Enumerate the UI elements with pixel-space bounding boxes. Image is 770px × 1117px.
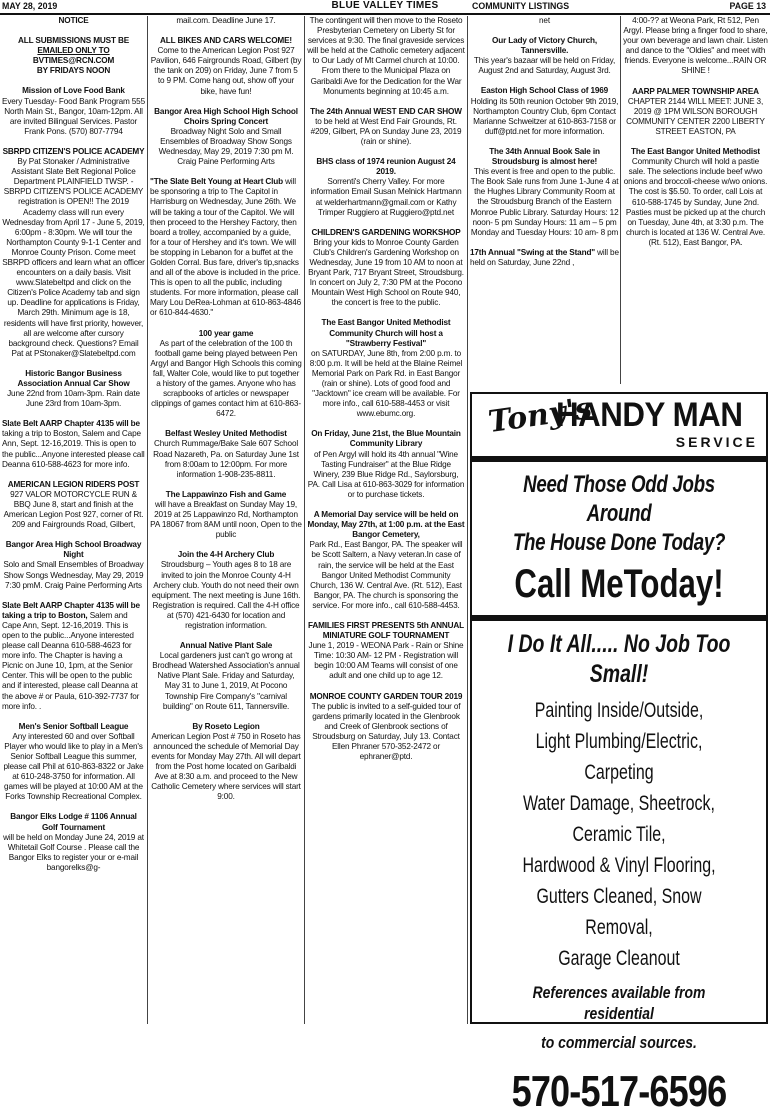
listing-item	[2, 601, 145, 712]
listing-body: The contingent will then move to the Roseto Presbyterian Cemetery on Liberty St for services at 9:30. The final graveside services will be held at the Catholic cemetery adjacent to Our Lady of Mt Carmel church at 10:00. From there to the Municipal Plaza on Garibaldi Ave for the Dedication for the War Monuments beginning at 10:45 a.m.	[307, 16, 465, 96]
listing-heading: Slate Belt AARP Chapter 4135 will be taking a trip to Boston,	[2, 600, 140, 620]
section-title: COMMUNITY LISTINGS	[472, 1, 570, 11]
listing-body: Holding its 50th reunion October 9th 2019, Northampton Country Club, 6pm Contact Marianne Schweitzer at 610-863-7158 or duff@ptd.net for more information.	[470, 96, 619, 136]
listings-column-2	[150, 16, 302, 1024]
listing-body: Community Church will hold a pastie sale. The selections include beef w/wo onions and broccoli-cheese w/wo onions. The cost is $5.50. To order, call Lois at 610-588-1745 by Sunday, June 2nd. Pasties must be picked up at the church on Tuesday, June 4th, at 3:30 p.m. The church is located at 136 W. Central Ave. (Rt. 512), East Bangor, PA.	[623, 157, 768, 247]
listing-item	[150, 722, 302, 803]
listing-body: will be held on Monday June 24, 2019 at Whitetail Golf Course . Please call the Bangor Elks to register your or e-mail bangorelks@g-	[3, 832, 144, 872]
listing-item	[2, 812, 145, 873]
listing-heading: Join the 4-H Archery Club	[177, 550, 275, 560]
listing-item	[2, 147, 145, 359]
ad-service-item: Gutters Cleaned, Snow Removal,	[536, 885, 702, 939]
listing-heading: AARP PALMER TOWNSHIP AREA	[632, 86, 759, 96]
ad-service-item: Painting Inside/Outside,	[534, 699, 704, 722]
ad-references-2: to commercial sources.	[541, 1033, 697, 1052]
ad-divider	[472, 456, 766, 462]
listing-item	[150, 16, 302, 26]
listing-body: American Legion Post # 750 in Roseto has announced the schedule of Memorial Day events for Monday May 27th. All will depart from the Post home located on Garibaldi Ave at 8:30 a.m. and proceed to the New Catholic Cemetery where services will start 9:00.	[151, 731, 301, 802]
listing-heading: Belfast Wesley United Methodist	[165, 429, 287, 439]
listing-item	[623, 87, 768, 137]
listing-heading: 100 year game	[198, 328, 254, 338]
listing-body: Broadway Night Solo and Small Ensembles of Broadway Show Songs Wednesday, May 29, 2019 7:30 pm M. Craig Paine Performing Arts	[158, 126, 294, 167]
ad-tagline-1: Need Those Odd Jobs Around	[523, 471, 715, 527]
listing-item	[470, 36, 619, 76]
ad-tagline-2: The House Done Today?	[512, 529, 726, 556]
listing-body: Any interested 60 and over Softball Player who would like to play in a Men's Senior Softball League this summer, please call Phil at 610-863-8322 or Jake at 610-248-3750 for information. All games will be played at 10:00 AM at the Forks Township Recreational Complex.	[3, 731, 144, 802]
listing-heading: Easton High School Class of 1969	[480, 86, 609, 96]
listing-heading: By Roseto Legion	[192, 721, 260, 731]
listing-heading: BVTIMES@RCN.COM	[32, 56, 115, 66]
listing-item	[2, 540, 145, 590]
listing-item	[2, 480, 145, 530]
listing-heading: BHS class of 1974 reunion August 24 2019.	[316, 157, 456, 177]
listing-item	[623, 16, 768, 77]
listing-item	[307, 157, 465, 218]
page-number: PAGE 13	[729, 1, 766, 11]
listing-heading: Slate Belt AARP Chapter 4135 will be	[2, 419, 140, 429]
listing-item	[470, 147, 619, 238]
listing-body: Church Rummage/Bake Sale 607 School Road Nazareth, Pa. on Saturday June 1st from 8:00am to 12:00pm. For more information 1-908-235-8811.	[153, 439, 299, 479]
listing-heading: A Memorial Day service will be held on Monday, May 27th, at 1:00 p.m. at the East Bangor Cemetery,	[307, 510, 465, 540]
listing-heading: Bangor Elks Lodge # 1106 Annual Golf Tournament	[10, 812, 137, 832]
listing-heading: The East Bangor United Methodist	[631, 147, 760, 157]
listing-heading: SBRPD CITIZEN'S POLICE ACADEMY	[2, 146, 145, 156]
listing-body: Come to the American Legion Post 927 Pavilion, 646 Fairgrounds Road, Gilbert (by the tank on 209) on Friday, June 7 from 5 to 9 PM. Come hang out, show off your bike, have fun!	[150, 46, 302, 96]
listing-body: Every Tuesday- Food Bank Program 555 North Main St., Bangor, 10am-12pm. All are invited Bilingual Services. Pastor Frank Pons. (570) 807-7794	[2, 96, 145, 136]
listing-heading: 17th Annual "Swing at the Stand"	[470, 247, 596, 257]
column-divider	[147, 16, 148, 1024]
listing-body: to be held at West End Fair Grounds, Rt. #209, Gilbert, PA on Sunday June 23, 2019 (rain or shine).	[310, 116, 462, 147]
listing-body: will have a Breakfast on Sunday May 19, 2019 at 25 Lappawinzo Rd, Northampton PA 18067 from 8AM until noon, Open to the public	[150, 499, 302, 540]
listing-heading: ALL BIKES AND CARS WELCOME!	[160, 36, 292, 46]
column-divider	[304, 16, 305, 1024]
listing-item	[307, 228, 465, 309]
handyman-advertisement	[470, 390, 768, 1116]
listing-body: 927 VALOR MOTORCYCLE RUN & BBQ June 8, start and finish at the American Legion Post 927, corner of Rt. 209 and Fairgrounds Road, Gilbert,	[3, 489, 144, 530]
listing-body: Bring your kids to Monroe County Garden Club's Children's Gardening Workshop on Wednesday, June 19 from 10 AM to noon at Bryant Park, 717 Bryant Street, Stroudsburg. In concert on July 2, 7:30 PM at the Pocono Mountain West High School on Route 940, the concert is free to the public.	[308, 237, 464, 308]
ad-owner-name: Tony's	[486, 390, 595, 441]
listing-item	[307, 621, 465, 682]
newspaper-title: BLUE VALLEY TIMES	[331, 0, 439, 11]
listing-heading: MONROE COUNTY GARDEN TOUR 2019	[309, 691, 463, 701]
listing-heading: CHILDREN'S GARDENING WORKSHOP	[311, 227, 461, 237]
listing-item	[2, 419, 145, 469]
listing-item	[150, 177, 302, 318]
listing-body: 4:00-?? at Weona Park, Rt 512, Pen Argyl. Please bring a finger food to share, your own beverage and lawn chair. Listen and dance to the "Oldies" and meet with friends. Everyone is welcome...RAIN OR SHINE !	[623, 16, 768, 76]
listings-column-4	[470, 16, 619, 386]
listing-heading: The East Bangor United Methodist Community Church will host a "Strawberry Festival"	[321, 318, 451, 348]
listings-column-5	[623, 16, 768, 386]
listing-heading: BY FRIDAYS NOON	[36, 66, 111, 76]
listing-item	[150, 490, 302, 540]
listing-item	[150, 641, 302, 712]
listing-heading: The 34th Annual Book Sale in Stroudsburg is almost here!	[489, 146, 600, 167]
ad-service-item: Hardwood & Vinyl Flooring,	[522, 854, 716, 877]
ad-divider	[472, 615, 766, 621]
listing-body: June 1, 2019 - WEONA Park - Rain or Shine Time: 10:30 AM- 12 PM - Registration will begin 10:00 AM Teams will consist of one adult and one child up to age 12.	[308, 641, 464, 681]
listing-heading: FAMILIES FIRST PRESENTS 5th ANNUAL MINIATURE GOLF TOURNAMENT	[307, 620, 465, 641]
listing-heading: Mission of Love Food Bank	[22, 86, 125, 96]
listing-heading: Historic Bangor Business Association Annual Car Show	[17, 368, 130, 388]
ad-slogan: I Do It All..... No Job Too Small!	[507, 630, 731, 688]
listing-item	[2, 36, 145, 76]
listing-body: will be held on Saturday, June 22nd ,	[470, 247, 619, 267]
listing-item	[470, 248, 619, 268]
listing-heading: EMAILED ONLY TO	[37, 46, 110, 56]
listing-item	[150, 329, 302, 420]
listing-body: By Pat Stonaker / Administrative Assistant Slate Belt Regional Police Department PLAINFIELD TWSP. - SBRPD CITIZEN'S POLICE ACADEMY registration is OPEN!! The 2019 Academy class will run every Wednesday from April 17 - June 5, 2019, 6:00pm - 8:30pm. We will tour the Northampton County 9-1-1 Center and Monroe County Prison. Come meet SBRPD officers and learn what an officer encounters on a daily basis. Visit www.Slatebeltpd and click on the Citizen's Police Academy tab and sign up. Deadline for applications is Friday, March 29th. Minimum age is 18, residents will have first priority, however, all are welcome after cursory background check. Questions? Email Pat at PStonaker@Slatebeltpd.com	[2, 157, 145, 358]
ad-phone-number: 570-517-6596	[511, 1067, 727, 1116]
listing-item	[470, 86, 619, 136]
listing-item	[2, 16, 145, 26]
listing-body: June 22nd from 10am-3pm. Rain date June 23rd from 10am-3pm.	[7, 389, 140, 409]
listing-heading: Men's Senior Softball League	[18, 721, 129, 731]
listing-body: of Pen Argyl will hold its 4th annual "Wine Tasting Fundraiser" at the Blue Ridge Winery, 239 Blue Ridge Rd., Saylorsburg, PA. Call Lisa at 610-863-3029 for information or to purchase tickets.	[307, 449, 465, 499]
listing-heading: AMERICAN LEGION RIDERS POST	[7, 479, 140, 489]
listing-heading: Bangor Area High School Broadway Night	[5, 540, 142, 560]
listing-body: The public is invited to a self-guided tour of gardens primarily located in the Glenbrook and Creek of Glenbrook sections of Stroudsburg on Saturday, July 13. Contact Ellen Phraner 570-352-2472 or ephraner@ptd.	[311, 701, 461, 762]
listing-item	[307, 318, 465, 419]
listing-item	[150, 107, 302, 168]
listing-body: Stroudsburg – Youth ages 8 to 18 are invited to join the Monroe County 4-H Archery club. Youth do not need their own equipment. The next meeting is June 16th. Registration is required. Call the 4-H office at (570) 421-6430 for location and registration information.	[151, 560, 301, 630]
column-divider	[620, 16, 621, 384]
listing-heading: ALL SUBMISSIONS MUST BE	[17, 36, 130, 46]
page-header	[0, 0, 770, 15]
listing-body: This year's bazaar will be held on Friday, August 2nd and Saturday, August 3rd.	[473, 56, 616, 76]
ad-business-name: HANDY MAN	[556, 396, 743, 434]
listing-body: will be sponsoring a trip to The Capitol in Harrisburg on Wednesday, June 26th. We will be taking a tour of the Capitol. We will then proceed to the Hershey Factory, then board a trolley, accompanied by a guide, for a tour of Hershey and it's town. We will be stopping in Lebanon for a buffet at the Golden Corral. Bus fare, driver's tip,snacks and all of the above is included in the price. This is open to all the public, including students. For more information, please call Mary Lou DeRea-Lohman at 610-863-4846 or 610-844-4630."	[150, 177, 302, 318]
listing-heading: On Friday, June 21st, the Blue Mountain Community Library	[311, 429, 461, 449]
listing-heading: Bangor Area High School High School Choirs Spring Concert	[154, 106, 298, 126]
listing-body: net	[539, 16, 550, 25]
listing-body: on SATURDAY, June 8th, from 2:00 p.m. to 8:00 p.m. It will be held at the Blaine Reimel Memorial Park on Park Rd. in East Bangor (rain or shine). Lots of good food and "Jacktown" ice cream will be available. For more info., call 610-588-4453 or visit www.ebumc.org.	[309, 348, 463, 419]
listing-item	[2, 722, 145, 803]
issue-date: MAY 28, 2019	[2, 1, 58, 11]
listing-item	[150, 429, 302, 479]
ad-service-item: Water Damage, Sheetrock, Ceramic Tile,	[523, 792, 715, 846]
listing-body: As part of the celebration of the 100 th football game being played between Pen Argyl and Bangor High Schools this coming fall, Walter Cole, would like to put together a history of the games. Anyone who has scrapbooks of articles or newspaper clippings of games contact him at 610-863-6472.	[150, 338, 302, 419]
ad-service-item: Garage Cleanout	[558, 947, 680, 970]
listing-item	[307, 16, 465, 97]
listing-item	[307, 692, 465, 763]
column-divider	[467, 16, 468, 1024]
listing-item	[623, 147, 768, 248]
ad-service-item: Light Plumbing/Electric, Carpeting	[535, 730, 703, 784]
listing-heading: NOTICE	[58, 16, 89, 25]
ad-services-list	[507, 695, 730, 974]
listing-body: Sorrenti's Cherry Valley. For more information Email Susan Melnick Hartmann at welderhartmann@gmail.com or Kathy Trimper Ruggiero at Ruggiero@ptd.net	[310, 177, 462, 217]
listing-body: CHAPTER 2144 WILL MEET: JUNE 3, 2019 @ 1PM WILSON BOROUGH COMMUNITY CENTER 2200 LIBERTY STREET EASTON, PA	[626, 96, 765, 136]
listing-item	[2, 369, 145, 409]
listing-body: mail.com. Deadline June 17.	[176, 16, 276, 25]
ad-call-to-action: Call MeToday!	[514, 562, 724, 606]
listing-item	[2, 86, 145, 136]
listing-heading: Annual Native Plant Sale	[179, 641, 273, 651]
listing-item	[150, 36, 302, 97]
ad-service-label: SERVICE	[675, 434, 758, 450]
ad-references-1: References available from residential	[532, 983, 706, 1023]
listing-body: Solo and Small Ensembles of Broadway Show Songs Wednesday, May 29, 2019 7:30 pmM. Craig Paine Performing Arts	[3, 560, 144, 590]
listing-item	[307, 107, 465, 147]
listing-heading: The 24th Annual WEST END CAR SHOW	[310, 106, 462, 116]
listing-body: Salem and Cape Ann, Sept. 12-16,2019. This is open to the public...Anyone interested please call Deanna 610-588-4623 for more info. The Chapter is having a Picnic on June 10, 1pm, at the Senior Center. This will be open to the public and if interested, please call Deanna at the above # or Paula, 610-392-7737 for more info. .	[2, 610, 140, 711]
listing-body: taking a trip to Boston, Salem and Cape Ann, Sept. 12-16,2019. This is open to the public...Anyone interested please call Deanna 610-588-4623 for more info.	[2, 429, 145, 469]
listing-body: Local gardeners just can't go wrong at Brodhead Watershed Association's annual Native Plant Sale. Friday and Saturday, May 31 to June 1, 2019, At Pocono Township Fire Company's "carnival building" on Route 611, Tannersville.	[152, 651, 300, 711]
listing-item	[150, 550, 302, 631]
listing-heading: The Lappawinzo Fish and Game	[165, 489, 287, 499]
listing-body: This event is free and open to the public. The Book Sale runs from June 1-June 4 at the Hughes Library Community Room at the Stroudsburg Branch of the Eastern Monroe Public Library. Saturday Hours: 12 noon- 5 pm Sunday Hours: 11 am – 5 pm Monday and Tuesday Hours: 10 am- 8 pm	[470, 167, 619, 237]
listing-item	[470, 16, 619, 26]
listings-column-1	[2, 16, 145, 1024]
listing-heading: "The Slate Belt Young at Heart Club	[150, 177, 283, 187]
listing-body: Park Rd., East Bangor, PA. The speaker will be Scott Saltern, a Navy veteran.In case of rain, the service will be held at the East Bangor United Methodist Community Church, 136 W. Central Ave. (Rt. 512), East Bangor, PA. The church is sponsoring the service. For more info., call 610-588-4453.	[309, 540, 463, 610]
ad-brand	[472, 390, 766, 456]
listing-item	[307, 429, 465, 500]
listings-column-3	[307, 16, 465, 1024]
listing-item	[307, 510, 465, 611]
listing-heading: Our Lady of Victory Church, Tannersville.	[492, 36, 597, 56]
